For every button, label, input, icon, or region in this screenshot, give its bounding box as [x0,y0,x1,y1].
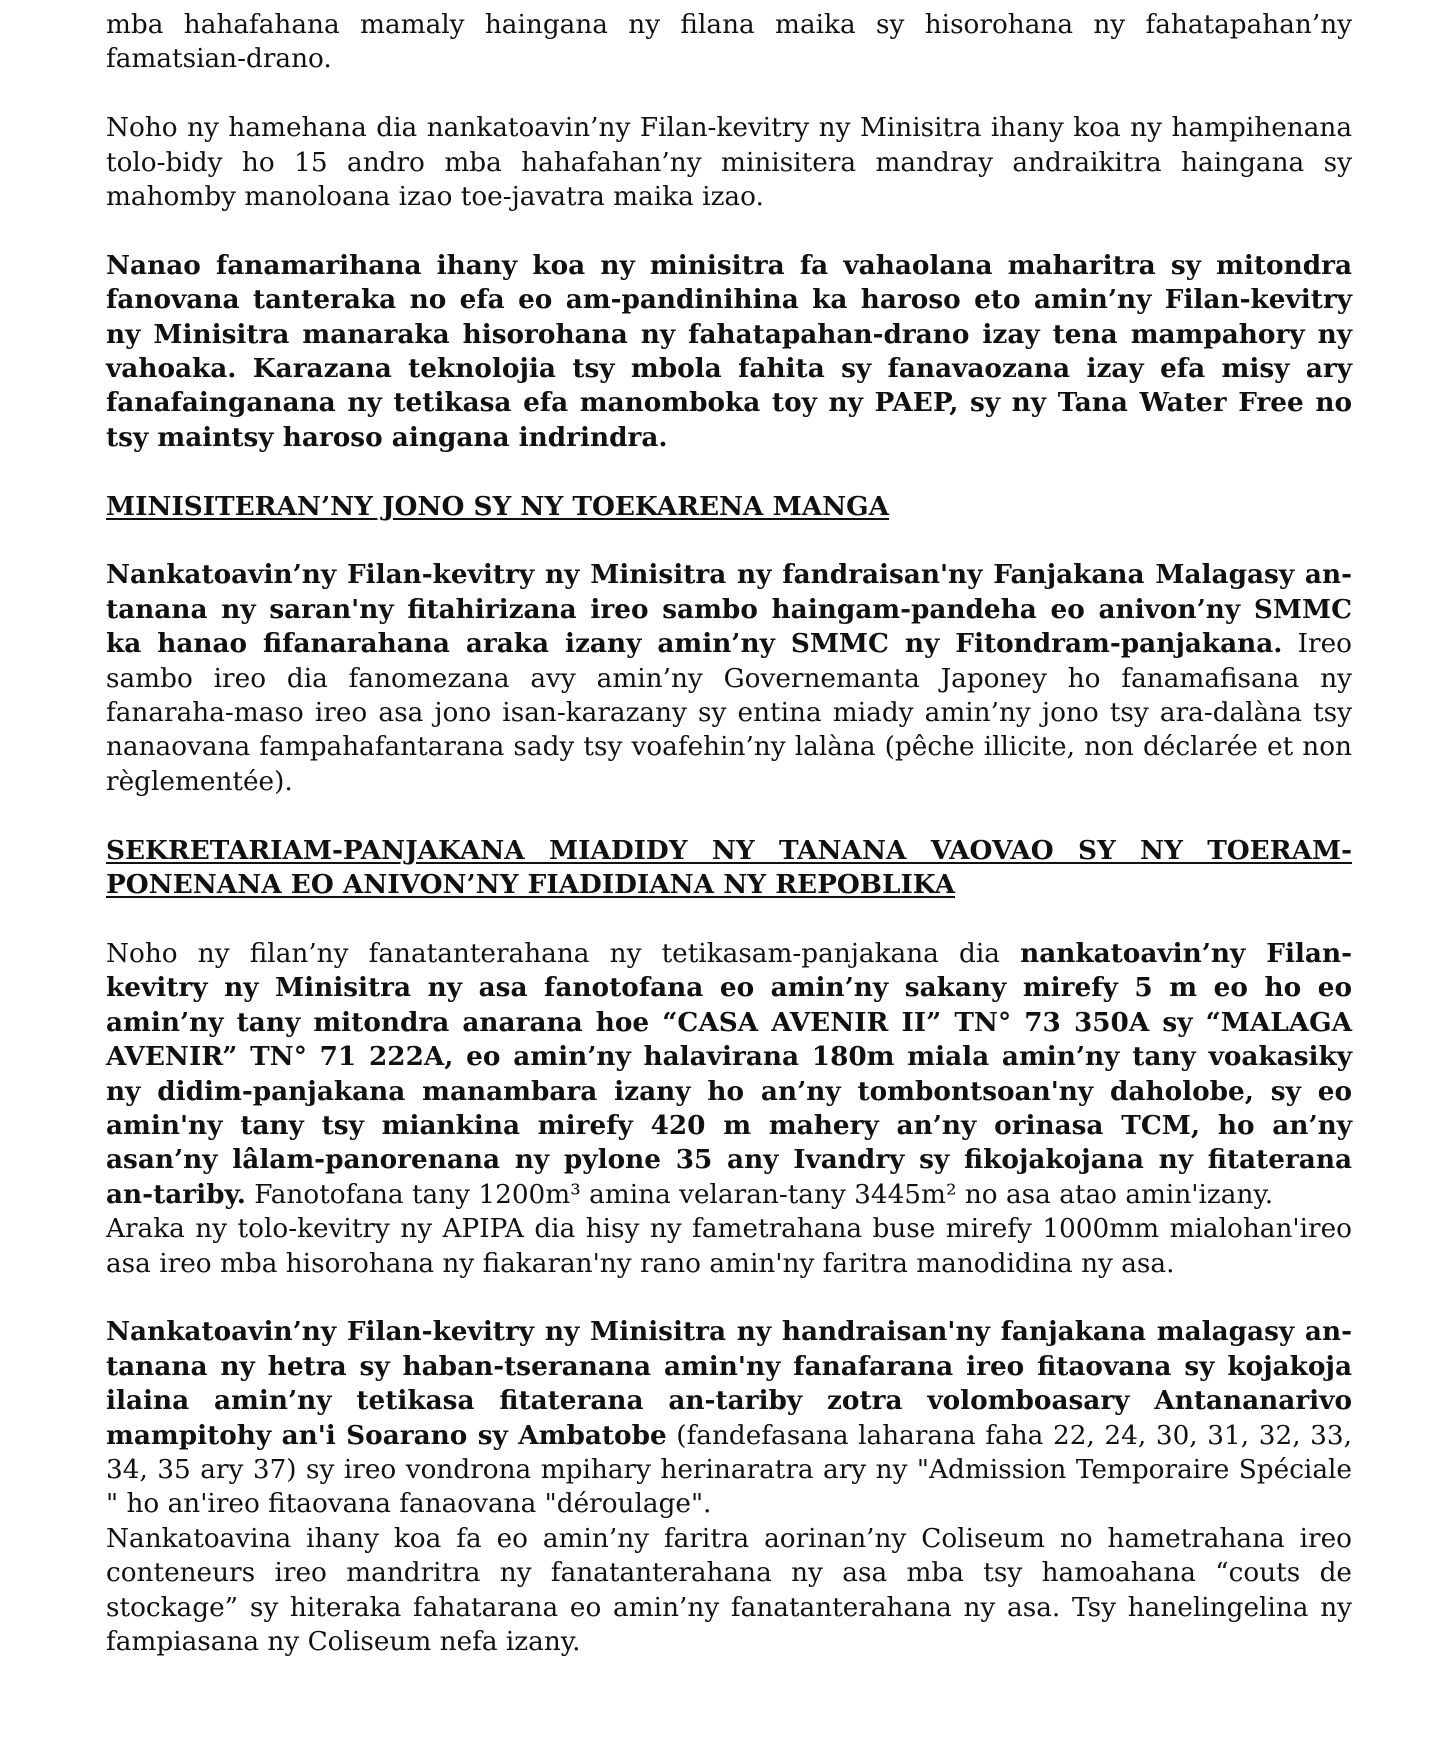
paragraph-apipa-buse: Araka ny tolo-kevitry ny APIPA dia hisy ny fametrahana buse mirefy 1000mm mialohan'ireo asa ireo mba hisorohana ny fiakaran'ny rano amin'ny faritra manodidina ny asa. [106,1214,1352,1279]
paragraph-smmc-boats-rest: Ireo sambo ireo dia fanomezana avy amin’ny Governemanta Japoney ho fanamafisana ny fanaraha-maso ireo asa jono isan-karazany sy entina miady amin’ny jono tsy ara-dalàna tsy nanaovana fampahafantarana sady tsy voafehin’ny lalàna (pêche illicite, non déclarée et non règlementée). [106,629,1352,797]
paragraph-pylone-bold: nankatoavin’ny Filan-kevitry ny Minisitra ny asa fanotofana eo amin’ny sakany mirefy 5 m eo ho eo amin’ny tany mitondra anarana hoe “CASA AVENIR II” TN° 73 350A sy “MALAGA AVENIR” TN° 71 222A, eo amin’ny halavirana 180m miala amin’ny tany voakasiky ny didim-panjakana manambara izany ho an’ny tombontsoan'ny daholobe, sy eo amin'ny tany tsy miankina mirefy 420 m mahery an’ny orinasa TCM, ho an’ny asan’ny lâlam-panorenana ny pylone 35 any Ivandry sy fikojakojana ny fitaterana an-tariby. [106,937,1352,1210]
paragraph-pylone-intro: Noho ny filan’ny fanatanterahana ny tetikasam-panjakana dia [106,938,1021,969]
section-heading-fisheries: MINISITERAN’NY JONO SY NY TOEKARENA MANGA [106,490,890,522]
paragraph-long-term-solution: Nanao fanamarihana ihany koa ny minisitra fa vahaolana maharitra sy mitondra fanovana tanteraka no efa eo am-pandinihina ka haroso eto amin’ny Filan-kevitry ny Minisitra manaraka hisorohana ny fahatapahan-drano izay tena mampahory ny vahoaka. Karazana teknolojia tsy mbola fahita sy fanavaozana izay efa misy ary fanafainganana ny tetikasa efa manomboka toy ny PAEP, sy ny Tana Water Free no tsy maintsy haroso aingana indrindra. [106,249,1352,453]
paragraph-smmc-boats [106,558,1352,799]
paragraph-tender-reduction: Noho ny hamehana dia nankatoavin’ny Filan-kevitry ny Minisitra ihany koa ny hampihenana tolo-bidy ho 15 andro mba hahafahan’ny minisitera mandray andraikitra haingana sy mahomby manoloana izao toe-javatra maika izao. [106,113,1352,213]
paragraph-water-continuation: mba hahafahana mamaly haingana ny filana maika sy hisorohana ny fahatapahan’ny famatsian-drano. [106,10,1352,75]
paragraph-pylone-land-lease [106,937,1352,1212]
paragraph-coliseum-containers: Nankatoavina ihany koa fa eo amin’ny faritra aorinan’ny Coliseum no hametrahana ireo conteneurs ireo mandritra ny fanatanterahana ny asa mba tsy hamoahana “couts de stockage” sy hiteraka fahatarana eo amin’ny fanatanterahana ny asa. Tsy hanelingelina ny fampiasana ny Coliseum nefa izany. [106,1523,1352,1657]
paragraph-smmc-boats-bold: Nankatoavin’ny Filan-kevitry ny Minisitra ny fandraisan'ny Fanjakana Malagasy an-tanana ny saran'ny fitahirizana ireo sambo haingam-pandeha eo anivon’ny SMMC ka hanao fifanarahana araka izany amin’ny SMMC ny Fitondram-panjakana. [106,559,1352,660]
paragraph-cable-car-tax [106,1315,1352,1521]
section-heading-new-cities: SEKRETARIAM-PANJAKANA MIADIDY NY TANANA VAOVAO SY NY TOERAM-PONENANA EO ANIVON’NY FIADIDIANA NY REPOBLIKA [106,834,1352,901]
paragraph-cable-car-rest: (fandefasana laharana faha 22, 24, 30, 31, 32, 33, 34, 35 ary 37) sy ireo vondrona mpihary herinaratra ary ny "Admission Temporaire Spéciale " ho an'ireo fitaovana fanaovana "déroulage". [106,1420,1352,1520]
paragraph-cable-car-bold: Nankatoavin’ny Filan-kevitry ny Minisitra ny handraisan'ny fanjakana malagasy an-tanana ny hetra sy haban-tseranana amin'ny fanafarana ireo fitaovana sy kojakoja ilaina amin’ny tetikasa fitaterana an-tariby zotra volomboasary Antananarivo mampitohy an'i Soarano sy Ambatobe [106,1316,1352,1451]
paragraph-pylone-tail: Fanotofana tany 1200m³ amina velaran-tany 3445m² no asa atao amin'izany. [245,1179,1274,1210]
